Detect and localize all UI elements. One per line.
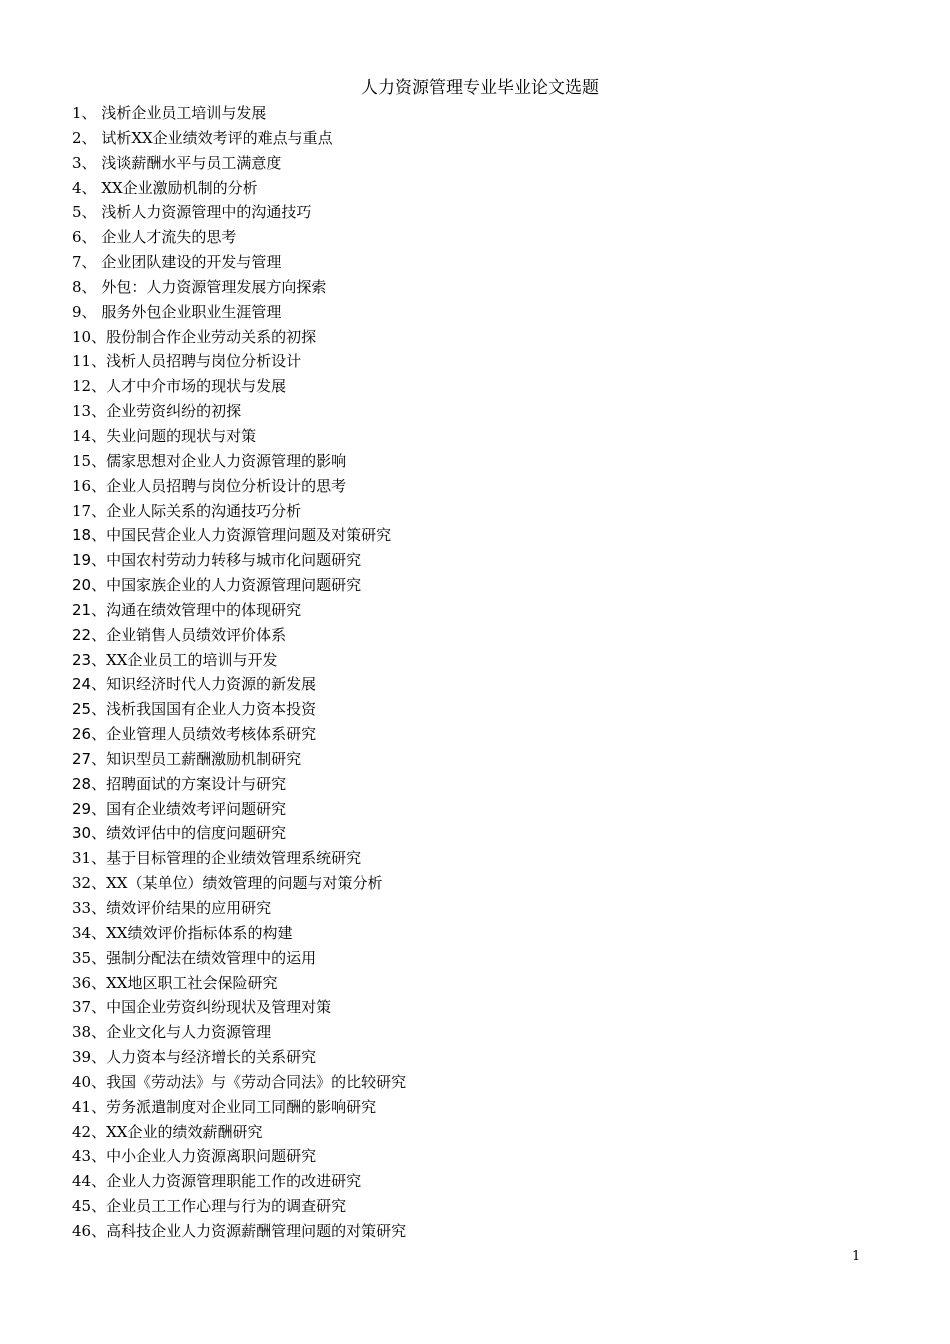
topic-text: XX企业激励机制的分析 — [101, 178, 258, 197]
topic-text: 企业人才流失的思考 — [101, 228, 237, 247]
list-item — [72, 399, 406, 424]
topic-number: 36 — [72, 973, 92, 992]
list-item — [72, 1169, 406, 1194]
list-item — [72, 722, 406, 747]
topic-text: 儒家思想对企业人力资源管理的影响 — [106, 451, 347, 470]
topic-separator: 、 — [91, 1097, 107, 1116]
list-item — [72, 1194, 406, 1219]
list-item — [72, 995, 406, 1020]
topic-number: 8 — [72, 277, 82, 296]
topic-separator: 、 — [91, 1122, 107, 1141]
topic-separator: 、 — [91, 526, 107, 545]
topic-number: 43 — [72, 1147, 92, 1166]
topic-separator: 、 — [91, 799, 107, 818]
topic-separator: 、 — [91, 948, 107, 967]
topic-text: 高科技企业人力资源薪酬管理问题的对策研究 — [106, 1221, 407, 1240]
topic-number: 2 — [72, 128, 82, 147]
topic-text: 浅析人力资源管理中的沟通技巧 — [101, 203, 312, 222]
topic-number: 20 — [72, 576, 92, 595]
list-item — [72, 275, 406, 300]
list-item — [72, 871, 406, 896]
topic-separator: 、 — [91, 700, 107, 719]
topic-text: 强制分配法在绩效管理中的运用 — [106, 948, 317, 967]
topic-text: 绩效评价结果的应用研究 — [106, 899, 272, 917]
list-item — [72, 921, 406, 946]
topic-number: 40 — [72, 1072, 92, 1091]
topic-number: 9 — [72, 302, 82, 321]
topic-separator: 、 — [91, 1172, 107, 1191]
topic-separator: 、 — [91, 874, 107, 893]
topic-text: 浅析我国国有企业人力资本投资 — [106, 700, 317, 719]
list-item — [72, 151, 406, 176]
topic-number: 33 — [72, 899, 92, 917]
topic-separator: 、 — [91, 576, 107, 595]
topic-separator: 、 — [91, 625, 107, 644]
list-item — [72, 176, 406, 201]
topic-text: 企业劳资纠纷的初探 — [106, 402, 242, 421]
topic-number: 6 — [72, 228, 82, 247]
list-item — [72, 1095, 406, 1120]
topic-number: 29 — [72, 799, 92, 818]
list-item — [72, 772, 406, 797]
topic-separator: 、 — [91, 973, 107, 992]
topic-separator: 、 — [91, 849, 107, 868]
topic-number: 44 — [72, 1172, 92, 1191]
list-item — [72, 846, 406, 871]
topic-separator: 、 — [91, 1048, 107, 1067]
topic-text: 人力资本与经济增长的关系研究 — [106, 1048, 317, 1067]
topic-separator: 、 — [91, 402, 107, 421]
topic-separator: 、 — [91, 352, 107, 371]
topic-number: 39 — [72, 1048, 92, 1067]
topic-separator: 、 — [81, 178, 102, 197]
list-item — [72, 449, 406, 474]
topic-text: 浅谈薪酬水平与员工满意度 — [101, 153, 282, 172]
topic-separator: 、 — [81, 104, 102, 122]
topic-separator: 、 — [91, 1147, 107, 1166]
topic-text: 企业文化与人力资源管理 — [106, 1023, 272, 1042]
list-item — [72, 101, 406, 126]
topic-text: XX企业的绩效薪酬研究 — [106, 1122, 263, 1141]
list-item — [72, 946, 406, 971]
topic-number: 32 — [72, 874, 92, 893]
list-item — [72, 747, 406, 772]
topic-text: 我国《劳动法》与《劳动合同法》的比较研究 — [106, 1072, 407, 1091]
topic-separator: 、 — [91, 1197, 107, 1216]
topic-text: 企业人际关系的沟通技巧分析 — [106, 501, 302, 520]
list-item — [72, 598, 406, 623]
topic-number: 42 — [72, 1122, 92, 1141]
list-item — [72, 1020, 406, 1045]
list-item — [72, 971, 406, 996]
topic-number: 45 — [72, 1197, 92, 1216]
topic-number: 46 — [72, 1221, 92, 1240]
topic-number: 22 — [72, 625, 92, 644]
topic-number: 7 — [72, 253, 82, 272]
topic-text: 企业员工工作心理与行为的调查研究 — [106, 1197, 347, 1216]
topic-separator: 、 — [81, 277, 102, 296]
topic-number: 24 — [72, 675, 92, 694]
topic-text: 招聘面试的方案设计与研究 — [106, 774, 287, 793]
topic-separator: 、 — [91, 451, 107, 470]
topic-separator: 、 — [91, 774, 107, 793]
topic-text: 浅析人员招聘与岗位分析设计 — [106, 352, 302, 371]
topic-number: 1 — [72, 104, 82, 122]
topic-separator: 、 — [81, 203, 102, 222]
topic-text: XX企业员工的培训与开发 — [106, 650, 278, 669]
topic-text: 试析XX企业绩效考评的难点与重点 — [101, 128, 333, 147]
list-item — [72, 697, 406, 722]
list-item — [72, 374, 406, 399]
topic-number: 3 — [72, 153, 82, 172]
list-item — [72, 672, 406, 697]
topic-text: 中国农村劳动力转移与城市化问题研究 — [106, 551, 362, 570]
list-item — [72, 1070, 406, 1095]
list-item — [72, 126, 406, 151]
topic-separator: 、 — [91, 426, 107, 445]
page-number: 1 — [852, 1249, 861, 1264]
topic-number: 5 — [72, 203, 82, 222]
topic-number: 27 — [72, 749, 92, 768]
topic-separator: 、 — [81, 153, 102, 172]
topic-separator: 、 — [81, 228, 102, 247]
list-item — [72, 1144, 406, 1169]
topic-text: XX绩效评价指标体系的构建 — [106, 923, 293, 942]
topic-number: 19 — [72, 551, 92, 570]
topic-text: 中小企业人力资源离职问题研究 — [106, 1147, 317, 1166]
topic-number: 21 — [72, 600, 92, 619]
list-item — [72, 424, 406, 449]
list-item — [72, 573, 406, 598]
topic-text: 服务外包企业职业生涯管理 — [101, 302, 282, 321]
topic-list — [72, 101, 406, 1244]
topic-text: 企业人员招聘与岗位分析设计的思考 — [106, 476, 347, 495]
topic-separator: 、 — [91, 1221, 107, 1240]
topic-text: 中国家族企业的人力资源管理问题研究 — [106, 576, 362, 595]
topic-text: 基于目标管理的企业绩效管理系统研究 — [106, 849, 362, 868]
topic-number: 30 — [72, 824, 92, 843]
list-item — [72, 648, 406, 673]
list-item — [72, 797, 406, 822]
topic-number: 37 — [72, 998, 92, 1017]
topic-separator: 、 — [91, 675, 107, 694]
list-item — [72, 200, 406, 225]
topic-number: 28 — [72, 774, 92, 793]
topic-separator: 、 — [91, 476, 107, 495]
topic-number: 31 — [72, 849, 92, 868]
list-item — [72, 548, 406, 573]
topic-number: 41 — [72, 1097, 92, 1116]
topic-separator: 、 — [91, 1023, 107, 1042]
topic-number: 16 — [72, 476, 92, 495]
list-item — [72, 225, 406, 250]
topic-separator: 、 — [91, 650, 107, 669]
topic-number: 14 — [72, 426, 92, 445]
topic-number: 10 — [72, 327, 92, 346]
topic-number: 18 — [72, 526, 92, 545]
list-item — [72, 1120, 406, 1145]
list-item — [72, 325, 406, 350]
topic-text: 知识型员工薪酬激励机制研究 — [106, 749, 302, 768]
topic-text: 人才中介市场的现状与发展 — [106, 377, 287, 396]
topic-number: 12 — [72, 377, 92, 396]
list-item — [72, 250, 406, 275]
topic-text: 浅析企业员工培训与发展 — [101, 104, 267, 122]
list-item — [72, 1045, 406, 1070]
topic-separator: 、 — [91, 501, 107, 520]
topic-number: 17 — [72, 501, 92, 520]
topic-text: 失业问题的现状与对策 — [106, 426, 257, 445]
topic-text: 国有企业绩效考评问题研究 — [106, 799, 287, 818]
topic-text: XX地区职工社会保险研究 — [106, 973, 278, 992]
topic-number: 13 — [72, 402, 92, 421]
list-item — [72, 1219, 406, 1244]
topic-text: 劳务派遣制度对企业同工同酬的影响研究 — [106, 1097, 377, 1116]
topic-number: 38 — [72, 1023, 92, 1042]
list-item — [72, 349, 406, 374]
topic-number: 35 — [72, 948, 92, 967]
list-item — [72, 896, 406, 921]
topic-text: 知识经济时代人力资源的新发展 — [106, 675, 317, 694]
topic-separator: 、 — [91, 749, 107, 768]
topic-number: 34 — [72, 923, 92, 942]
list-item — [72, 474, 406, 499]
topic-number: 23 — [72, 650, 92, 669]
topic-separator: 、 — [91, 551, 107, 570]
topic-separator: 、 — [81, 128, 102, 147]
topic-separator: 、 — [91, 377, 107, 396]
topic-separator: 、 — [91, 327, 107, 346]
topic-text: 外包：人力资源管理发展方向探索 — [101, 277, 327, 296]
topic-separator: 、 — [91, 923, 107, 942]
topic-text: 股份制合作企业劳动关系的初探 — [106, 327, 317, 346]
topic-number: 26 — [72, 725, 92, 744]
list-item — [72, 499, 406, 524]
topic-separator: 、 — [91, 1072, 107, 1091]
topic-separator: 、 — [81, 302, 102, 321]
topic-separator: 、 — [91, 725, 107, 744]
topic-text: 企业管理人员绩效考核体系研究 — [106, 725, 317, 744]
topic-text: 绩效评估中的信度问题研究 — [106, 824, 287, 843]
topic-text: 中国民营企业人力资源管理问题及对策研究 — [106, 526, 392, 545]
topic-text: XX（某单位）绩效管理的问题与对策分析 — [106, 874, 383, 893]
topic-number: 15 — [72, 451, 92, 470]
topic-separator: 、 — [91, 998, 107, 1017]
topic-text: 中国企业劳资纠纷现状及管理对策 — [106, 998, 332, 1017]
topic-separator: 、 — [91, 899, 107, 917]
topic-separator: 、 — [91, 824, 107, 843]
topic-number: 11 — [72, 352, 92, 371]
list-item — [72, 623, 406, 648]
topic-separator: 、 — [81, 253, 102, 272]
topic-number: 4 — [72, 178, 82, 197]
topic-text: 企业销售人员绩效评价体系 — [106, 625, 287, 644]
topic-text: 企业团队建设的开发与管理 — [101, 253, 282, 272]
topic-separator: 、 — [91, 600, 107, 619]
list-item — [72, 821, 406, 846]
list-item — [72, 523, 406, 548]
document-title: 人力资源管理专业毕业论文选题 — [361, 78, 599, 98]
topic-text: 企业人力资源管理职能工作的改进研究 — [106, 1172, 362, 1191]
list-item — [72, 300, 406, 325]
topic-number: 25 — [72, 700, 92, 719]
topic-text: 沟通在绩效管理中的体现研究 — [106, 600, 302, 619]
